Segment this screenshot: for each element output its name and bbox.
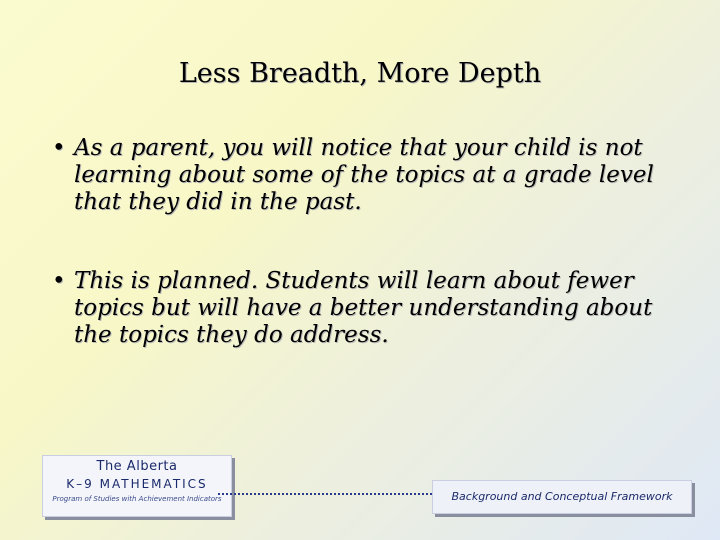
bullet-item-1 [52, 135, 662, 216]
alberta-math-logo [42, 455, 232, 517]
logo-subtitle: K–9 MATHEMATICS [66, 477, 208, 491]
logo-title: The Alberta [96, 459, 178, 474]
logo-caption: Program of Studies with Achievement Indicators [52, 495, 222, 503]
bullet-text: This is planned. Students will learn about fewer topics but will have a better understanding about the topics they do address. [74, 268, 653, 348]
bullet-text: As a parent, you will notice that your child is not learning about some of the topics at a grade level that they did in the past. [74, 135, 654, 215]
dotted-connector [218, 493, 432, 495]
bullet-marker: • [52, 268, 66, 294]
slide-title: Less Breadth, More Depth [178, 58, 542, 89]
framework-label-box: Background and Conceptual Framework [432, 480, 692, 514]
bullet-marker: • [52, 135, 66, 161]
bullet-item-2 [52, 268, 662, 349]
